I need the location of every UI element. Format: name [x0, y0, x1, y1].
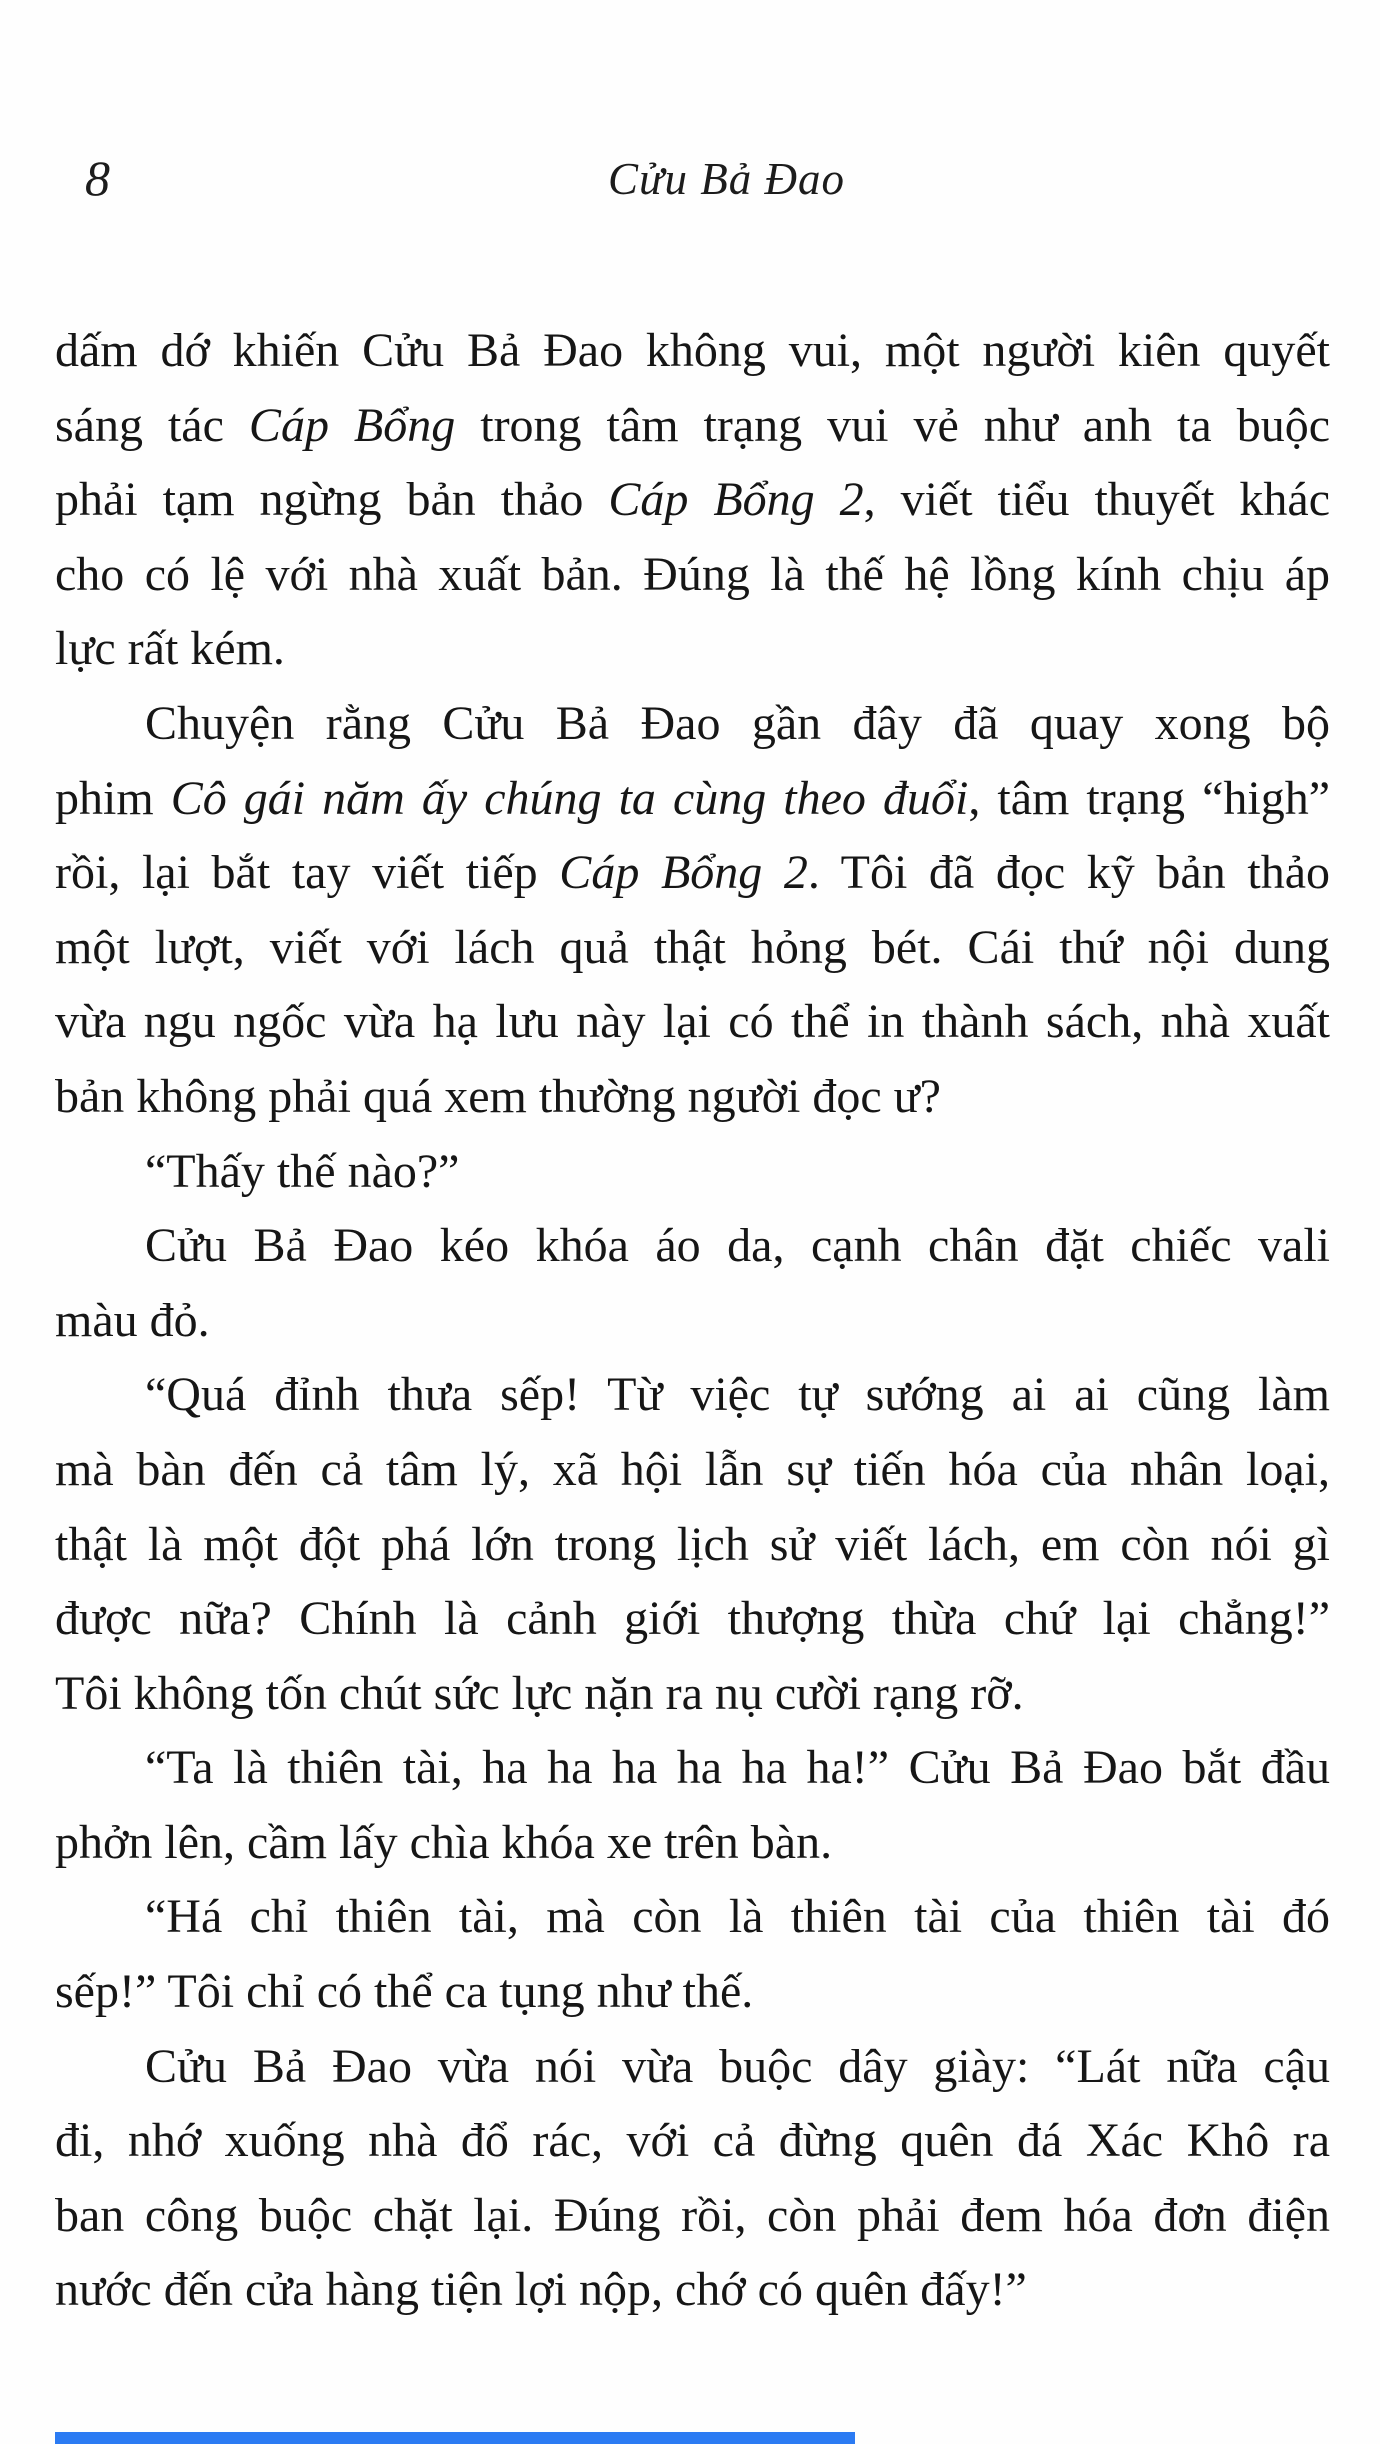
text-segment: màu đỏ.: [55, 1293, 210, 1347]
text-line: [55, 1508, 1330, 1583]
text-segment: được nữa? Chính là cảnh giới thượng thừa chứ lại chẳng!”: [55, 1592, 1330, 1646]
text-segment: trong tâm trạng vui vẻ như anh ta buộc: [455, 398, 1330, 452]
text-segment: dấm dớ khiến Cửu Bả Đao không vui, một người kiên quyết: [55, 324, 1330, 377]
text-segment: cho có lệ với nhà xuất bản. Đúng là thế hệ lồng kính chịu áp: [55, 547, 1330, 601]
text-segment: “Thấy thế nào?”: [145, 1144, 460, 1198]
text-line: [55, 985, 1330, 1060]
text-segment: sếp!” Tôi chỉ có thể ca tụng như thế.: [55, 1965, 754, 2019]
text-line: [55, 538, 1330, 613]
text-line: [55, 1955, 1330, 2030]
text-segment: Tôi không tốn chút sức lực nặn ra nụ cười rạng rỡ.: [55, 1666, 1024, 1720]
text-line: [55, 1582, 1330, 1657]
text-segment: . Tôi đã đọc kỹ bản thảo: [807, 846, 1330, 900]
text-line: [55, 911, 1330, 986]
text-line: [55, 1135, 1330, 1210]
text-segment: Cửu Bả Đao vừa nói vừa buộc dây giày: “Lát nữa cậu: [145, 2039, 1330, 2093]
text-line: [55, 2253, 1330, 2328]
text-segment: nước đến cửa hàng tiện lợi nộp, chớ có quên đấy!”: [55, 2263, 1027, 2317]
running-header: Cửu Bả Đao: [608, 154, 846, 204]
text-segment: , tâm trạng “high”: [968, 771, 1330, 825]
text-line: [55, 1284, 1330, 1359]
text-line: [55, 2104, 1330, 2179]
text-segment: đi, nhớ xuống nhà đổ rác, với cả đừng quên đá Xác Khô ra: [55, 2114, 1330, 2168]
text-line: [55, 1731, 1330, 1806]
text-line: [55, 314, 1330, 389]
text-segment: một lượt, viết với lách quả thật hỏng bét. Cái thứ nội dung: [55, 920, 1330, 974]
text-segment: , viết tiểu thuyết khác: [863, 473, 1330, 527]
text-segment: Cửu Bả Đao kéo khóa áo da, cạnh chân đặt chiếc vali: [145, 1219, 1330, 1273]
text-line: [55, 389, 1330, 464]
text-line: [55, 1358, 1330, 1433]
text-segment: “Quá đỉnh thưa sếp! Từ việc tự sướng ai ai cũng làm: [145, 1368, 1330, 1422]
text-segment: bản không phải quá xem thường người đọc ư?: [55, 1069, 941, 1123]
text-line: [55, 1880, 1330, 1955]
text-segment: “Há chỉ thiên tài, mà còn là thiên tài của thiên tài đó: [145, 1890, 1330, 1944]
book-title-italic: Cáp Bổng 2: [608, 473, 864, 527]
text-segment: phởn lên, cầm lấy chìa khóa xe trên bàn.: [55, 1815, 833, 1869]
text-line: [55, 836, 1330, 911]
text-line: [55, 1433, 1330, 1508]
book-title-italic: Cáp Bổng 2: [559, 846, 808, 900]
text-segment: lực rất kém.: [55, 622, 285, 676]
text-line: [55, 1657, 1330, 1732]
text-segment: Chuyện rằng Cửu Bả Đao gần đây đã quay xong bộ: [145, 696, 1330, 750]
text-segment: phải tạm ngừng bản thảo: [55, 473, 609, 527]
text-segment: vừa ngu ngốc vừa hạ lưu này lại có thể in thành sách, nhà xuất: [55, 995, 1330, 1049]
book-title-italic: Cô gái năm ấy chúng ta cùng theo đuổi: [170, 771, 969, 825]
text-line: [55, 463, 1330, 538]
text-segment: “Ta là thiên tài, ha ha ha ha ha ha!” Cửu Bả Đao bắt đầu: [145, 1741, 1330, 1795]
text-segment: thật là một đột phá lớn trong lịch sử viết lách, em còn nói gì: [55, 1517, 1330, 1571]
text-segment: sáng tác: [55, 398, 249, 452]
page-number: 8: [85, 150, 110, 206]
reading-progress-bar: [55, 2432, 855, 2444]
text-segment: ban công buộc chặt lại. Đúng rồi, còn phải đem hóa đơn điện: [55, 2188, 1330, 2242]
book-title-italic: Cáp Bổng: [248, 398, 456, 452]
text-line: [55, 1209, 1330, 1284]
text-segment: rồi, lại bắt tay viết tiếp: [55, 846, 560, 900]
body-text: [55, 314, 1330, 2328]
text-segment: mà bàn đến cả tâm lý, xã hội lẫn sự tiến hóa của nhân loại,: [55, 1442, 1330, 1496]
text-segment: phim: [55, 771, 171, 825]
text-line: [55, 762, 1330, 837]
text-line: [55, 612, 1330, 687]
page-header: [0, 148, 1380, 212]
text-line: [55, 687, 1330, 762]
text-line: [55, 1060, 1330, 1135]
text-line: [55, 2030, 1330, 2105]
text-line: [55, 2179, 1330, 2254]
text-line: [55, 1806, 1330, 1881]
